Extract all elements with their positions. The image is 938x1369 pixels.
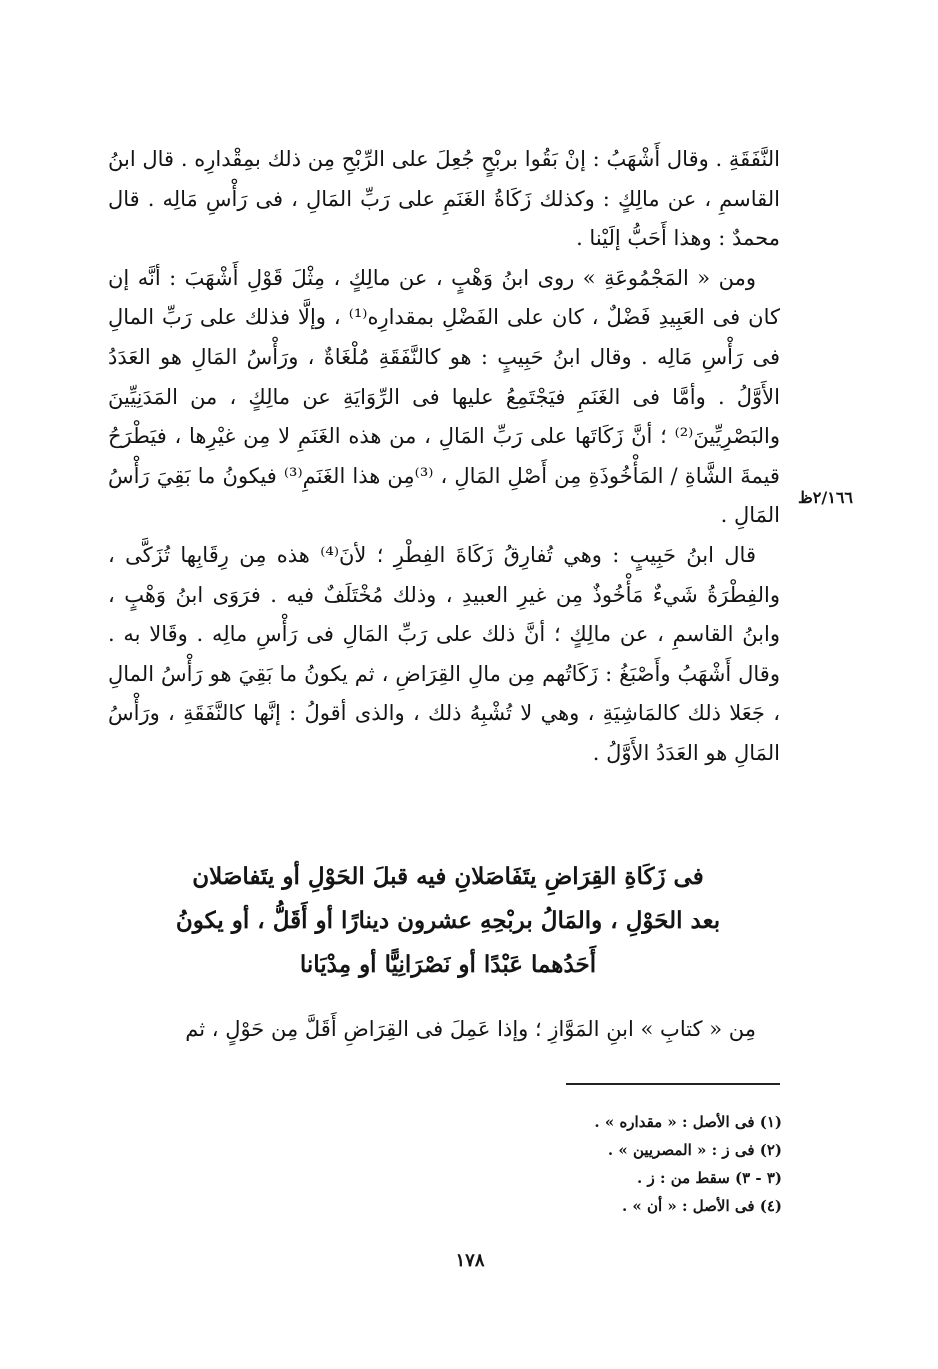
- footnote-4: (٤) فى الأصل : « أن » .: [621, 1197, 782, 1215]
- footnote-1: (١) فى الأصل : « مقداره » .: [594, 1113, 782, 1131]
- footnote-2: (٢) فى ز : « المصريين » .: [607, 1141, 782, 1159]
- footnote-3: (٣ - ٣) سقط من : ز .: [637, 1169, 782, 1187]
- body-text: [108, 140, 780, 774]
- paragraph-1: النَّفَقَةِ . وقال أَشْهَبُ : إنْ بَقُوا بربْحٍ جُعِلَ على الرِّبْحِ مِن ذلك بمِقْدارِه . قال ابنُ القاسمِ ، عن مالِكٍ : وكذلك زَكَاةُ الغَنَمِ على رَبِّ المَالِ ، فى رَأْسِ مَالِه . قال محمدٌ : وهذا أَحَبُّ إلَيْنا .: [108, 147, 780, 251]
- paragraph-2: ومن « المَجْمُوعَةِ » روى ابنُ وَهْبٍ ، عن مالِكٍ ، مِثْلَ قَوْلِ أَشْهَبَ : أنَّه إن كان فى العَبِيدِ فَضْلٌ ، كان على الفَضْلِ بمقدارِه⁽¹⁾ ، وإلَّا فذلك على رَبِّ المالِ فى رَأْسِ مَالِه . وقال ابنُ حَبِيبٍ : هو كالنَّفَقَةِ مُلْغَاةٌ ، ورَأْسُ المَالِ هو العَدَدُ الأَوَّلُ . وأمَّا فى الغَنَمِ فيَجْتَمِعُ عليها فى الرِّوَايَةِ عن مالِكٍ ، من المَدَنِيِّينَ والبَصْرِيِّينَ⁽²⁾ ؛ أنَّ زَكَاتَها على رَبِّ المَالِ ، من هذه الغَنَمِ لا مِن غيْرِها ، فيَطْرَحُ قيمةَ الشَّاةِ / المَأْخُوذَةِ مِن أَصْلِ المَالِ ، ⁽³⁾مِن هذا الغَنَمِ⁽³⁾ فيكونُ ما بَقِيَ رَأْسُ المَالِ .: [108, 265, 781, 528]
- paragraph-3: قال ابنُ حَبِيبٍ : وهي تُفارِقُ زَكَاةَ الفِطْرِ ؛ لأنَ⁽⁴⁾ هذه مِن رِقَابِها تُزَكَّى ، والفِطْرَةُ شَيءٌ مَأْخُوذٌ مِن غيرِ العبيدِ ، وذلك مُخْتَلَفٌ فيه . فرَوَى ابنُ وَهْبٍ ، وابنُ القاسمِ ، عن مالِكٍ ؛ أنَّ ذلك على رَبِّ المَالِ فى رَأْسِ مالِه . وقَالا به . وقال أَشْهَبُ وأَصْبَغُ : زَكَاتُهم مِن مالِ القِرَاضِ ، ثم يكونُ ما بَقِيَ هو رَأْسُ المالِ ، جَعَلا ذلك كالمَاشِيَةِ ، وهي لا تُشْبِهُ ذلك ، والذى أقولُ : إنَّها كالنَّفَقَةِ ، ورَأْسُ المَالِ هو العَدَدُ الأَوَّلُ .: [108, 542, 780, 765]
- heading-line-2: بعد الحَوْلِ ، والمَالُ بربْحِهِ عشرون دينارًا أو أَقَلُّ ، أو يكونُ: [175, 907, 721, 934]
- paragraph-after-heading: مِن « كتابِ » ابنِ المَوَّازِ ؛ وإذا عَمِلَ فى القِرَاضِ أَقَلَّ مِن حَوْلٍ ، ثم: [185, 1017, 756, 1041]
- heading-line-1: فى زَكَاةِ القِرَاضِ يتَفَاصَلانِ فيه قبلَ الحَوْلِ أو يتَفاصَلان: [192, 863, 704, 890]
- page-number: ١٧٨: [455, 1250, 485, 1271]
- heading-line-3: أَحَدُهما عَبْدًا أو نَصْرَانِيًّا أو مِدْيَانا: [299, 951, 597, 978]
- footnote-divider: [566, 1083, 780, 1085]
- footnotes-list: [520, 1108, 782, 1220]
- section-heading: [168, 855, 728, 987]
- margin-folio-note: ٢/١٦٦ظ: [798, 488, 854, 507]
